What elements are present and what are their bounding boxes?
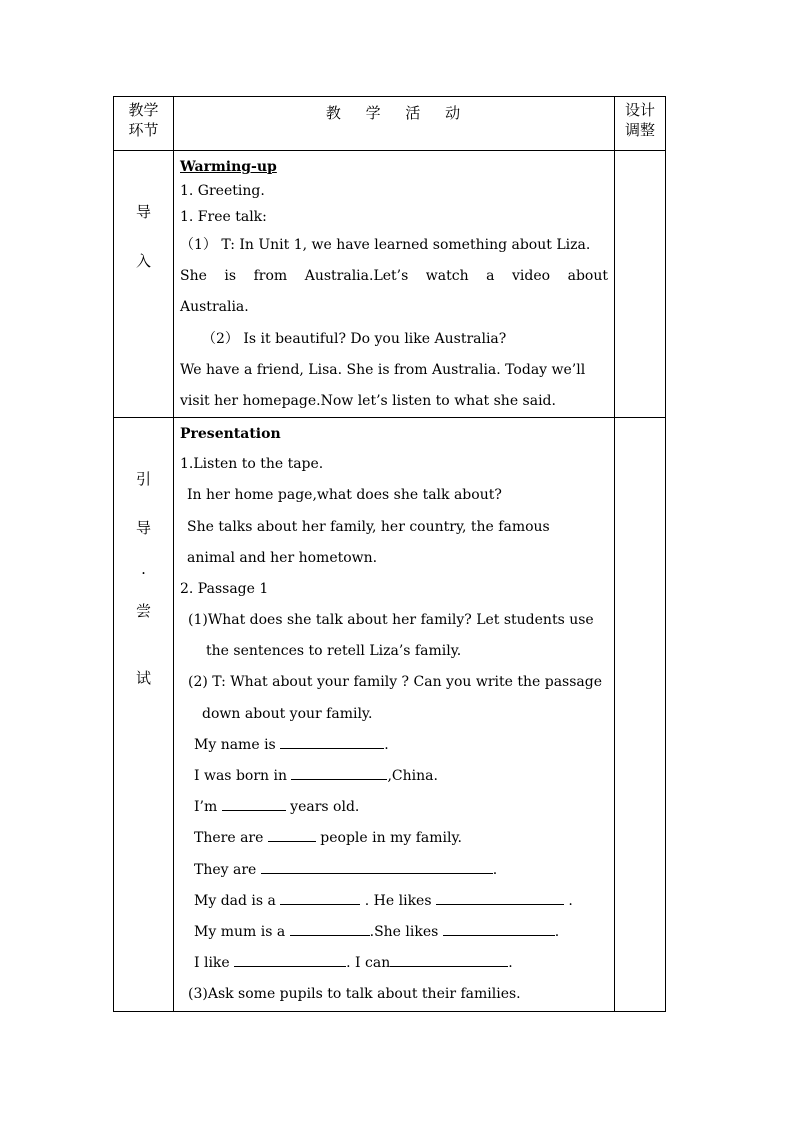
presentation-line: down about your family. [202,705,373,722]
blank [222,796,286,811]
header-row [114,97,666,151]
fill-born-line [180,761,608,792]
blank [268,827,316,842]
header-activities: 教 学 活 动 [174,97,615,151]
warmup-line: （1） T: In Unit 1, we have learned something about Liza. [180,237,591,253]
header-adjust [615,97,666,151]
fill-name-line [180,730,608,761]
fill-dad-line [180,886,608,917]
fill-like-line [180,948,608,979]
blank [280,890,360,905]
header-adjust-line1: 设计 [624,101,655,119]
fill-text: My dad is a [194,892,281,909]
stage-char: 引 [135,470,151,489]
fill-mum-line [180,917,608,948]
warmup-line: （2） Is it beautiful? Do you like Australia? [202,330,507,347]
blank [280,734,384,749]
lesson-plan-table [113,96,666,1012]
stage-char: 入 [135,252,151,270]
warmup-line: She is from Australia.Let’s watch a video about [180,268,608,285]
presentation-line: animal and her hometown. [187,549,378,566]
presentation-row [114,418,666,1011]
presentation-line: She talks about her family, her country, the famous [187,518,550,535]
warmup-stage [114,151,174,418]
blank [291,765,387,780]
fill-text: My name is [194,736,281,753]
blank [261,859,493,874]
blank [436,890,564,905]
presentation-line: In her home page,what does she talk about? [187,487,502,504]
header-stage-line1: 教学 [128,101,159,119]
stage-char: . [141,560,146,579]
header-stage [114,97,174,151]
fill-text: . I can [346,955,391,972]
presentation-line: 1.Listen to the tape. [180,456,324,473]
fill-text: . [563,892,573,909]
presentation-line: 2. Passage 1 [180,580,269,597]
fill-text: I’m [194,799,222,816]
presentation-stage [114,418,174,1011]
blank [290,921,370,936]
stage-char: 导 [135,519,151,538]
fill-they-line [180,855,608,886]
warmup-line: We have a friend, Lisa. She is from Australia. Today we’ll [180,361,586,378]
blank [390,952,508,967]
header-adjust-line2: 调整 [624,121,655,139]
fill-text: . [508,955,513,972]
warmup-line: 1. Greeting. [180,183,265,199]
presentation-line: (1)What does she talk about her family? Let students use [188,612,594,629]
warmup-line: Australia. [180,299,249,316]
warmup-row [114,151,666,418]
fill-text: . [384,736,389,753]
warmup-content [174,151,615,418]
presentation-title: Presentation [180,426,281,443]
fill-text: .She likes [369,923,443,940]
warmup-title: Warming-up [180,159,277,175]
presentation-line: (2) T: What about your family ? Can you write the passage [188,674,603,691]
fill-text: . [492,861,498,878]
warmup-line: 1. Free talk: [180,209,267,225]
blank [234,952,346,967]
warmup-line: visit her homepage.Now let’s listen to what she said. [180,392,556,409]
stage-char: 尝 [135,602,151,621]
fill-text: There are [194,830,268,847]
header-stage-line2: 环节 [128,121,159,139]
fill-text: They are [194,861,261,878]
fill-text: My mum is a [194,923,290,940]
presentation-content [174,418,615,1011]
fill-text: . He likes [360,892,436,909]
blank [443,921,555,936]
fill-text: people in my family. [315,830,462,847]
fill-text: years old. [285,799,360,816]
presentation-last-line: (3)Ask some pupils to talk about their families. [188,986,521,1003]
presentation-adjust [615,418,666,1011]
stage-char: 导 [135,203,151,221]
fill-age-line [180,792,608,823]
presentation-line: the sentences to retell Liza’s family. [206,643,462,660]
fill-people-line [180,823,608,854]
fill-text: I was born in [194,768,292,784]
fill-text: I like [194,955,235,972]
stage-char: 试 [135,669,151,688]
fill-text: ,China. [387,768,438,784]
fill-text: . [554,923,560,940]
warmup-adjust [615,151,666,418]
